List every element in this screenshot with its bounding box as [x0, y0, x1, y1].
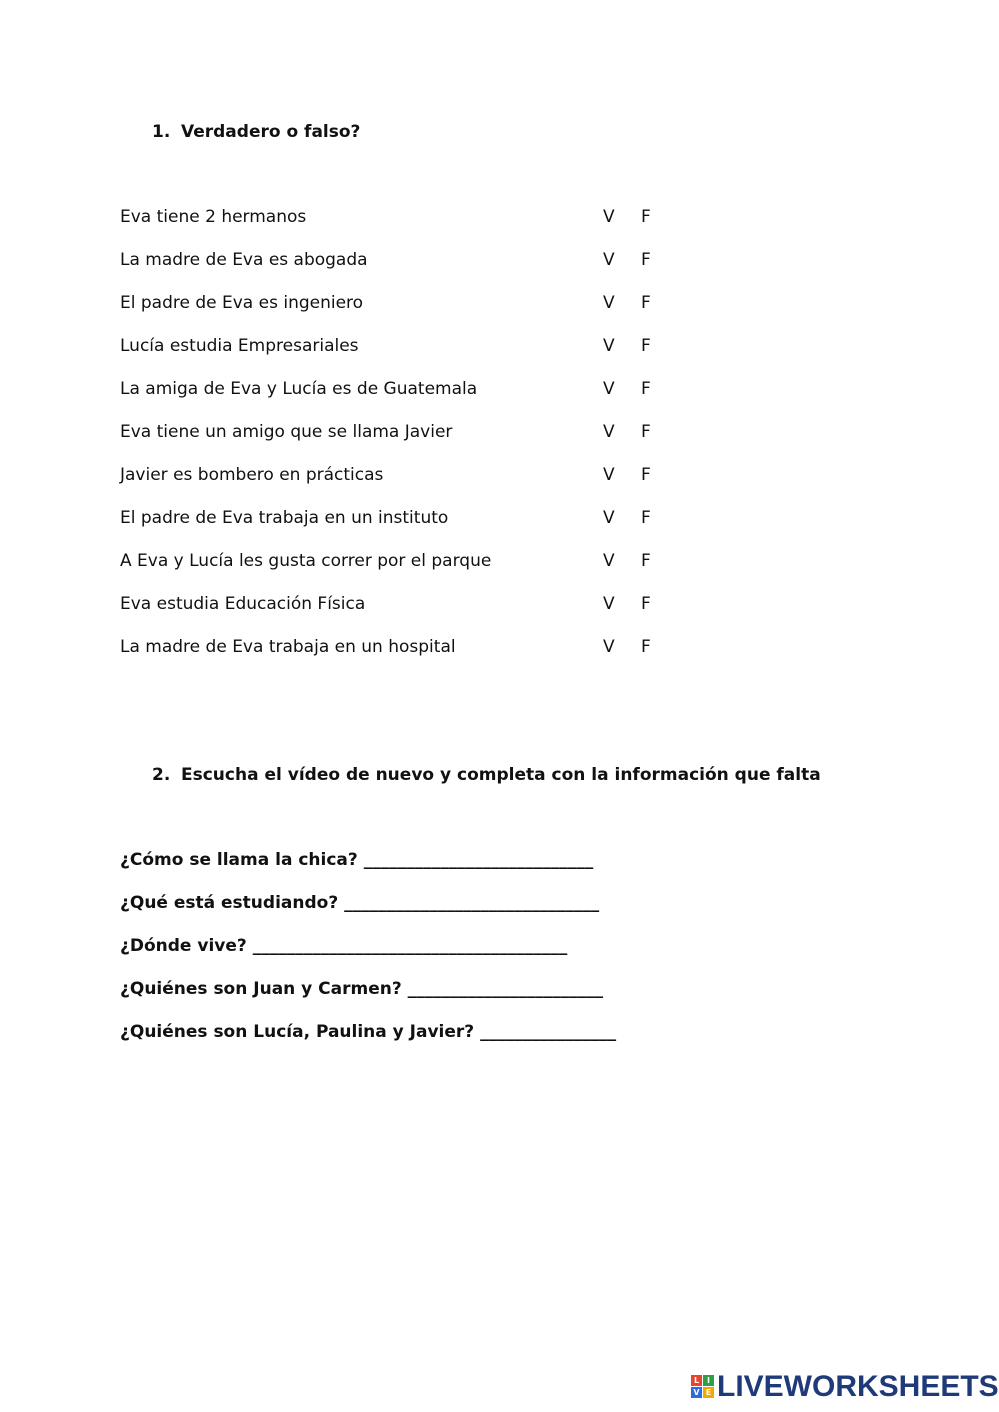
- statement-row: [120, 206, 680, 249]
- statement-text: El padre de Eva es ingeniero: [120, 293, 364, 313]
- statement-row: [120, 292, 680, 335]
- option-false[interactable]: F: [641, 594, 651, 614]
- statement-row: [120, 550, 680, 593]
- question-list: [120, 849, 640, 1064]
- section-1-title: [152, 122, 360, 142]
- option-false[interactable]: F: [641, 508, 651, 528]
- question-text: ¿Qué está estudiando?: [120, 893, 339, 913]
- option-false[interactable]: F: [641, 293, 651, 313]
- statement-row: [120, 421, 680, 464]
- option-false[interactable]: F: [641, 551, 651, 571]
- statement-row: [120, 593, 680, 636]
- statement-row: [120, 507, 680, 550]
- option-true[interactable]: V: [603, 207, 615, 227]
- statement-row: [120, 464, 680, 507]
- answer-blank[interactable]: ______________________________: [344, 893, 600, 913]
- statement-row: [120, 378, 680, 421]
- question-row: [120, 978, 640, 1021]
- option-false[interactable]: F: [641, 465, 651, 485]
- logo-tile-v: V: [691, 1387, 702, 1398]
- statement-row: [120, 249, 680, 292]
- option-false[interactable]: F: [641, 336, 651, 356]
- question-text: ¿Quiénes son Lucía, Paulina y Javier?: [120, 1022, 475, 1042]
- option-false[interactable]: F: [641, 207, 651, 227]
- statement-text: Javier es bombero en prácticas: [120, 465, 384, 485]
- question-row: [120, 849, 640, 892]
- question-row: [120, 935, 640, 978]
- option-false[interactable]: F: [641, 379, 651, 399]
- option-true[interactable]: V: [603, 551, 615, 571]
- logo-tile-e: E: [703, 1387, 714, 1398]
- answer-blank[interactable]: ________________: [480, 1022, 617, 1042]
- statement-text: A Eva y Lucía les gusta correr por el parque: [120, 551, 492, 571]
- statement-row: [120, 636, 680, 679]
- liveworksheets-logo: [691, 1370, 999, 1403]
- statement-text: La madre de Eva trabaja en un hospital: [120, 637, 456, 657]
- logo-text: LIVEWORKSHEETS: [717, 1370, 999, 1403]
- section-2-number: 2.: [152, 765, 171, 785]
- option-true[interactable]: V: [603, 465, 615, 485]
- statement-text: El padre de Eva trabaja en un instituto: [120, 508, 449, 528]
- logo-tile-l: L: [691, 1375, 702, 1386]
- statement-text: Eva estudia Educación Física: [120, 594, 366, 614]
- section-2-heading: Escucha el vídeo de nuevo y completa con la información que falta: [181, 765, 821, 785]
- option-true[interactable]: V: [603, 250, 615, 270]
- section-1-number: 1.: [152, 122, 171, 142]
- question-text: ¿Dónde vive?: [120, 936, 247, 956]
- logo-tile-i: I: [703, 1375, 714, 1386]
- question-row: [120, 1021, 640, 1064]
- option-true[interactable]: V: [603, 637, 615, 657]
- section-1-heading: Verdadero o falso?: [181, 122, 361, 142]
- question-row: [120, 892, 640, 935]
- answer-blank[interactable]: ___________________________: [363, 850, 594, 870]
- statement-text: Lucía estudia Empresariales: [120, 336, 359, 356]
- statement-text: Eva tiene un amigo que se llama Javier: [120, 422, 453, 442]
- statement-text: La madre de Eva es abogada: [120, 250, 368, 270]
- statement-row: [120, 335, 680, 378]
- answer-blank[interactable]: _______________________: [407, 979, 604, 999]
- statement-text: Eva tiene 2 hermanos: [120, 207, 307, 227]
- option-true[interactable]: V: [603, 508, 615, 528]
- option-false[interactable]: F: [641, 250, 651, 270]
- section-2-title: [152, 765, 821, 785]
- option-false[interactable]: F: [641, 422, 651, 442]
- question-text: ¿Cómo se llama la chica?: [120, 850, 358, 870]
- question-text: ¿Quiénes son Juan y Carmen?: [120, 979, 402, 999]
- logo-mark-icon: [691, 1375, 715, 1399]
- option-true[interactable]: V: [603, 422, 615, 442]
- answer-blank[interactable]: _____________________________________: [252, 936, 568, 956]
- option-true[interactable]: V: [603, 379, 615, 399]
- true-false-list: [120, 206, 680, 679]
- statement-text: La amiga de Eva y Lucía es de Guatemala: [120, 379, 478, 399]
- option-true[interactable]: V: [603, 293, 615, 313]
- option-true[interactable]: V: [603, 594, 615, 614]
- option-true[interactable]: V: [603, 336, 615, 356]
- option-false[interactable]: F: [641, 637, 651, 657]
